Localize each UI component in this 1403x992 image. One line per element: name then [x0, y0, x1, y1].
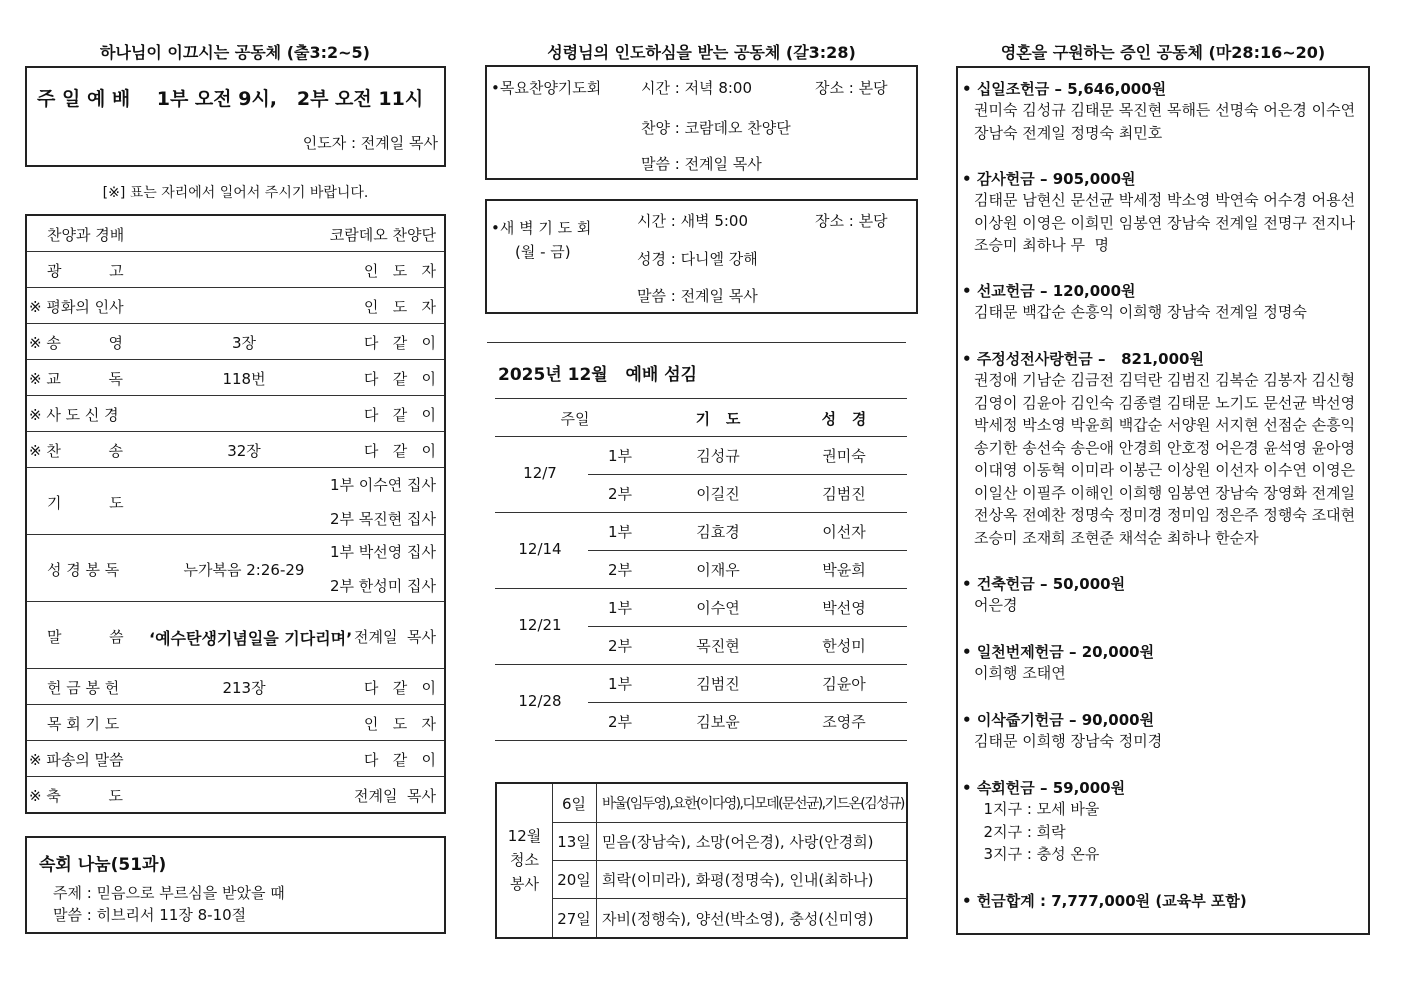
order-label: 헌 금 봉 헌 [47, 679, 120, 697]
service-title: 2025년 12월 예배 섬김 [498, 365, 698, 385]
service-part: 1부 [607, 599, 633, 617]
order-right: 다 같 이 [363, 406, 436, 424]
service-part: 2부 [607, 561, 633, 579]
service-bible: 조영주 [822, 713, 866, 731]
service-header: 성 경 [821, 410, 867, 428]
order-row [27, 468, 444, 535]
order-row [27, 602, 444, 669]
offering-title [962, 78, 1364, 99]
offering-title [962, 280, 1364, 301]
order-of-worship [25, 214, 446, 814]
offering-section [962, 348, 1364, 549]
order-mid: 213장 [222, 679, 266, 697]
youth-service-table [495, 782, 908, 939]
thursday-praise: 찬양 : 코람데오 찬양단 [641, 119, 791, 137]
service-prayer: 김성규 [696, 447, 740, 465]
service-rule [495, 512, 907, 513]
offering-section [962, 573, 1364, 617]
order-row [27, 396, 444, 432]
service-date: 12/14 [518, 540, 562, 558]
service-bible: 박윤희 [822, 561, 866, 579]
order-row [27, 288, 444, 324]
youth-day: 20일 [557, 871, 591, 889]
service-prayer: 목진현 [696, 637, 740, 655]
service-part: 1부 [607, 447, 633, 465]
dawn-label: •새 벽 기 도 회 [491, 219, 592, 237]
youth-row [552, 898, 906, 937]
service-prayer: 이재우 [696, 561, 740, 579]
order-label: ※ 찬 송 [29, 442, 123, 460]
bullet-icon: • [962, 779, 977, 797]
service-prayer: 이수연 [696, 599, 740, 617]
offering-section [962, 709, 1364, 753]
offering-title [962, 641, 1364, 662]
dawn-word: 말씀 : 전계일 목사 [637, 287, 758, 305]
service-part: 2부 [607, 713, 633, 731]
offering-names: 3지구 : 충성 온유 [974, 845, 1100, 863]
thursday-label: •목요찬양기도회 [491, 79, 602, 97]
service-bible: 김범진 [822, 485, 866, 503]
order-right: 다 같 이 [363, 679, 436, 697]
offering-names: 김태문 이희행 장남숙 정미경 [974, 732, 1163, 750]
offering-title-text: 감사헌금 – 905,000원 [976, 170, 1136, 188]
service-prayer: 김효경 [696, 523, 740, 541]
youth-label-line: 청소 [510, 851, 539, 869]
youth-day: 6일 [561, 795, 587, 813]
order-row [27, 777, 444, 813]
offering-names: 송기한 송선숙 송은애 안경희 안호정 어은경 윤석영 윤아영 [974, 438, 1356, 457]
dawn-place: 장소 : 본당 [815, 212, 888, 230]
service-prayer: 김범진 [696, 675, 740, 693]
standing-note: [※] 표는 자리에서 일어서 주시기 바랍니다. [102, 185, 369, 201]
youth-label-cell [497, 784, 553, 937]
youth-divider [596, 860, 597, 898]
thursday-place: 장소 : 본당 [815, 79, 888, 97]
offering-names: 권정애 기남순 김금전 김덕란 김범진 김복순 김봉자 김신형 [974, 371, 1356, 389]
service-part: 1부 [607, 523, 633, 541]
youth-day: 27일 [557, 909, 591, 928]
order-right: 다 같 이 [363, 334, 436, 352]
offering-names: 장남숙 전계일 정명숙 최민호 [974, 123, 1163, 142]
offering-section [962, 641, 1364, 685]
order-mid: ‘예수탄생기념일을 기다리며’ [149, 628, 353, 648]
dawn-sub: (월 - 금) [515, 243, 571, 261]
order-row [27, 252, 444, 288]
youth-row [552, 822, 906, 861]
order-right: 1부 이수연 집사 [329, 475, 436, 494]
offering-names: 어은경 [974, 596, 1018, 614]
order-label: ※ 파송의 말씀 [29, 751, 124, 769]
order-right: 다 같 이 [363, 442, 436, 460]
offering-title [962, 709, 1364, 730]
service-rule [495, 740, 907, 741]
service-part: 2부 [607, 637, 633, 655]
offering-title [962, 168, 1364, 189]
thursday-time: 시간 : 저녁 8:00 [641, 79, 753, 97]
offering-section [962, 78, 1364, 144]
order-mid: 3장 [231, 334, 257, 352]
order-label: 성 경 봉 독 [47, 560, 120, 579]
offering-section [962, 890, 1364, 911]
youth-text: 희락(이미라), 화평(정명숙), 인내(최하나) [602, 871, 874, 889]
youth-day: 13일 [557, 833, 591, 851]
service-prayer: 김보윤 [696, 713, 740, 731]
offering-names: 1지구 : 모세 바울 [974, 800, 1100, 818]
order-mid: 누가복음 2:26-29 [183, 560, 305, 579]
service-rule [495, 588, 907, 589]
bullet-icon: • [962, 643, 977, 661]
order-row [27, 705, 444, 741]
service-date: 12/7 [523, 464, 557, 482]
youth-row [552, 784, 906, 823]
service-date: 12/21 [518, 616, 562, 634]
cell-title: 속회 나눔(51과) [39, 855, 167, 875]
cell-topic: 주제 : 믿음으로 부르심을 받았을 때 [53, 884, 285, 902]
offering-names: 김태문 백갑순 손흥익 이희행 장남숙 전계일 정명숙 [974, 303, 1307, 321]
service-date: 12/28 [518, 692, 562, 710]
order-label: ※ 송 영 [29, 334, 123, 352]
order-right: 인 도 자 [363, 262, 436, 280]
offering-names: 김영이 김윤아 김인숙 김종렬 김태문 노기도 문선균 박선영 [974, 393, 1356, 412]
offering-title [962, 777, 1364, 798]
offering-title-text: 십일조헌금 – 5,646,000원 [976, 80, 1167, 98]
service-bible: 이선자 [822, 523, 866, 541]
youth-divider [596, 822, 597, 860]
order-label: ※ 교 독 [29, 370, 123, 388]
offering-names: 2지구 : 희락 [974, 822, 1066, 841]
service-bible: 박선영 [822, 599, 866, 617]
youth-text: 믿음(장남숙), 소망(어은경), 사랑(안경희) [602, 833, 874, 851]
offering-title-text: 속회헌금 – 59,000원 [976, 779, 1126, 797]
youth-row [552, 860, 906, 899]
service-bible: 김윤아 [822, 675, 866, 693]
service-subrule [588, 702, 907, 703]
order-row [27, 535, 444, 602]
offering-title-text: 이삭줍기헌금 – 90,000원 [976, 711, 1155, 729]
service-rule [495, 398, 907, 399]
order-label: 말 씀 [47, 627, 124, 646]
order-right: 인 도 자 [363, 715, 436, 733]
offering-names: 이상원 이영은 이희민 임봉연 장남숙 전계일 전명구 전지나 [974, 213, 1356, 232]
offering-names: 박세정 박소영 박윤희 백갑순 서양원 서지현 선점순 손흥익 [974, 416, 1356, 434]
order-mid: 32장 [227, 442, 261, 460]
dawn-bible: 성경 : 다니엘 강해 [637, 250, 758, 268]
offering-title [962, 890, 1364, 911]
order-label: ※ 평화의 인사 [29, 298, 124, 316]
offering-section [962, 777, 1364, 866]
offering-title-text: 주정성전사랑헌금 – 821,000원 [976, 350, 1204, 368]
bullet-icon: • [962, 575, 977, 593]
thursday-prayer-box [485, 65, 918, 180]
offering-names: 조승미 조재희 조현준 채석순 최하나 한순자 [974, 528, 1259, 547]
order-right: 전계일 목사 [354, 787, 436, 805]
offering-names: 전상옥 전예찬 정명숙 정미경 정미임 정은주 정행숙 조대현 [974, 506, 1356, 524]
bullet-icon: • [962, 711, 977, 729]
order-label: ※ 사 도 신 경 [29, 406, 119, 424]
offering-names: 김태문 남현신 문선균 박세정 박소영 박연숙 어수경 어용선 [974, 191, 1356, 209]
dawn-time: 시간 : 새벽 5:00 [637, 212, 749, 230]
offering-title-text: 헌금합계 : 7,777,000원 (교육부 포함) [976, 892, 1247, 910]
worship-time-box [25, 66, 446, 167]
youth-text: 자비(정행숙), 양선(박소영), 충성(신미영) [602, 909, 874, 928]
service-divider [487, 342, 906, 343]
order-right2: 2부 목진현 집사 [329, 509, 436, 528]
bullet-icon: • [962, 892, 977, 910]
youth-label-line: 봉사 [510, 875, 539, 893]
cell-group-box [25, 836, 446, 934]
order-right2: 2부 한성미 집사 [329, 576, 436, 595]
service-rule [495, 436, 907, 437]
service-subrule [588, 550, 907, 551]
service-subrule [588, 474, 907, 475]
service-bible: 한성미 [822, 637, 866, 655]
bullet-icon: • [962, 350, 977, 368]
offering-names: 이대영 이동혁 이미라 이봉근 이상원 이선자 이수연 이영은 [974, 461, 1356, 479]
offering-names: 이희행 조태연 [974, 664, 1066, 682]
youth-label-line: 12월 [507, 827, 542, 845]
service-rule [495, 664, 907, 665]
col2-header: 성령님의 인도하심을 받는 공동체 (갈3:28) [547, 43, 856, 62]
offering-title-text: 일천번제헌금 – 20,000원 [976, 643, 1155, 661]
worship-leader: 인도자 : 전계일 목사 [302, 134, 438, 152]
order-row [27, 360, 444, 396]
order-label: 광 고 [47, 262, 124, 280]
youth-label [497, 824, 552, 896]
order-right: 1부 박선영 집사 [329, 542, 436, 561]
offering-section [962, 280, 1364, 324]
offerings-box [956, 66, 1370, 935]
order-row [27, 324, 444, 360]
order-row [27, 669, 444, 705]
youth-text: 바울(임두영),요한(이다영),디모데(문선균),기드온(김성규) [602, 796, 904, 812]
bullet-icon: • [962, 80, 977, 98]
col1-header: 하나님이 이끄시는 공동체 (출3:2~5) [99, 43, 370, 62]
order-label: 목 회 기 도 [47, 715, 120, 733]
service-prayer: 이길진 [696, 485, 740, 503]
bullet-icon: • [962, 282, 977, 300]
order-right: 인 도 자 [363, 298, 436, 316]
service-part: 2부 [607, 485, 633, 503]
offering-title-text: 건축헌금 – 50,000원 [976, 575, 1126, 593]
order-right: 다 같 이 [363, 370, 436, 388]
order-right: 코람데오 찬양단 [329, 226, 436, 244]
order-label: ※ 축 도 [29, 787, 123, 805]
offering-names: 이일산 이필주 이해인 이희행 임봉연 장남숙 장영화 전계일 [974, 483, 1356, 502]
bullet-icon: • [962, 170, 977, 188]
order-row [27, 741, 444, 777]
order-right: 전계일 목사 [354, 627, 436, 646]
dawn-prayer-box [485, 199, 918, 314]
col3-header: 영혼을 구원하는 증인 공동체 (마28:16~20) [1000, 43, 1326, 62]
cell-verse: 말씀 : 히브리서 11장 8-10절 [53, 906, 247, 924]
service-part: 1부 [607, 675, 633, 693]
order-row [27, 216, 444, 252]
offering-section [962, 168, 1364, 257]
youth-divider [596, 784, 597, 822]
order-right: 다 같 이 [363, 751, 436, 769]
offering-title [962, 573, 1364, 594]
order-label: 기 도 [47, 493, 124, 512]
worship-title: 주 일 예 배 1부 오전 9시, 2부 오전 11시 [37, 88, 424, 110]
service-subrule [588, 626, 907, 627]
order-label: 찬양과 경배 [47, 226, 125, 244]
order-mid: 118번 [222, 370, 266, 388]
order-row [27, 432, 444, 468]
service-bible: 권미숙 [822, 447, 866, 465]
offering-names: 권미숙 김성규 김태문 목진현 목해든 선명숙 어은경 이수연 [974, 101, 1356, 119]
offering-names: 조승미 최하나 무 명 [974, 236, 1109, 254]
service-header: 주일 [560, 410, 590, 428]
offering-title-text: 선교헌금 – 120,000원 [976, 282, 1136, 300]
thursday-word: 말씀 : 전계일 목사 [641, 155, 762, 173]
offering-title [962, 348, 1364, 369]
youth-divider [596, 898, 597, 937]
service-header: 기 도 [695, 410, 741, 428]
